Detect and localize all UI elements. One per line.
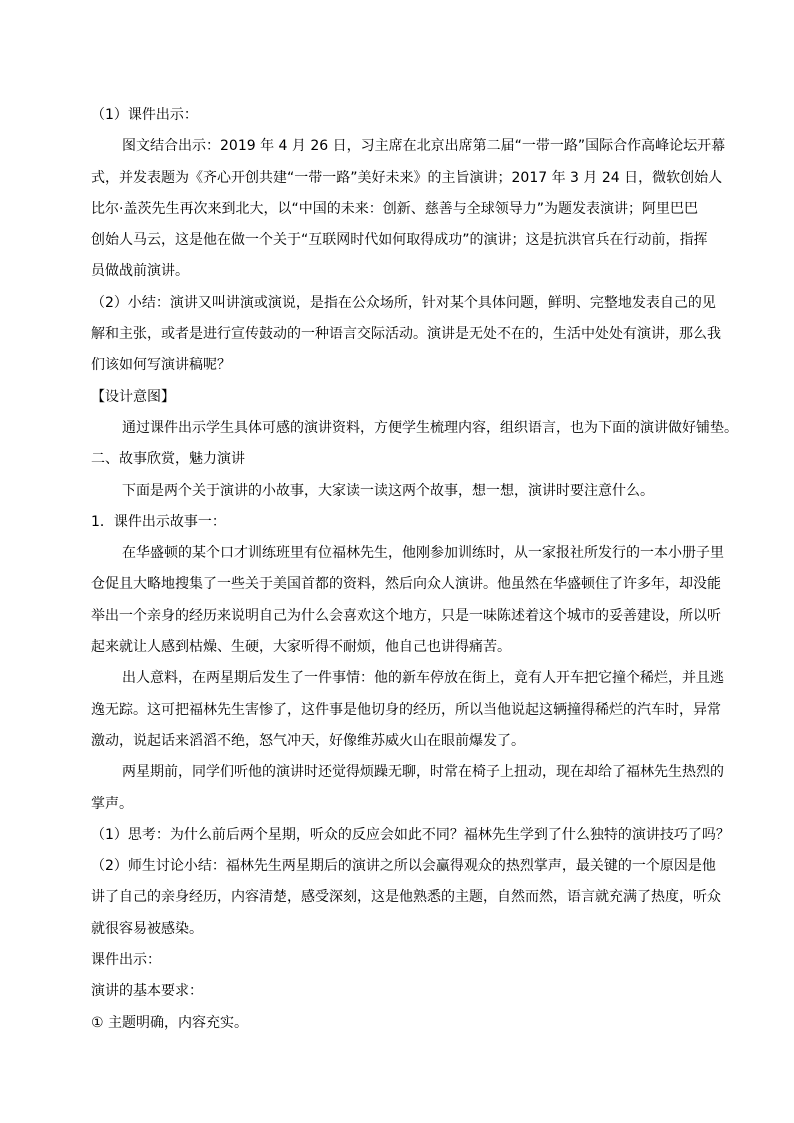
text-line: 通过课件出示学生具体可感的演讲资料，方便学生梳理内容，组织语言，也为下面的演讲做好铺垫。 <box>122 419 738 436</box>
text-line: 讲了自己的亲身经历，内容清楚，感受深刻，这是他熟悉的主题，自然而然，语言就充满了热度，听众 <box>91 889 721 906</box>
text-line: 式，并发表题为《齐心开创共建“一带一路”美好未来》的主旨演讲；2017 年 3 月 24 日，微软创始人 <box>91 169 723 186</box>
text-line: 出人意料，在两星期后发生了一件事情：他的新车停放在街上，竟有人开车把它撞个稀烂，并且逃 <box>122 670 724 687</box>
text-line: 两星期前，同学们听他的演讲时还觉得烦躁无聊，时常在椅子上扭动，现在却给了福林先生热烈的 <box>122 764 724 781</box>
text-line: （1）课件出示： <box>91 107 198 123</box>
text-line: 起来就让人感到枯燥、生硬，大家听得不耐烦，他自己也讲得痛苦。 <box>91 639 511 656</box>
text-line: 举出一个亲身的经历来说明自己为什么会喜欢这个地方，只是一味陈述着这个城市的妥善建设，所以听 <box>91 607 721 624</box>
text-line: （1）思考：为什么前后两个星期，听众的反应会如此不同？福林先生学到了什么独特的演讲技巧了吗？ <box>91 826 730 843</box>
text-line: （2）师生讨论小结：福林先生两星期后的演讲之所以会赢得观众的热烈掌声，最关键的一个原因是他 <box>91 858 716 875</box>
text-line: ① 主题明确，内容充实。 <box>91 1014 249 1031</box>
text-line: 掌声。 <box>91 795 133 812</box>
text-line: 们该如何写演讲稿呢？ <box>91 357 231 374</box>
text-line: 【设计意图】 <box>91 388 175 405</box>
text-line: 逸无踪。这可把福林先生害惨了，这件事是他切身的经历，所以当他说起这辆撞得稀烂的汽车时，异常 <box>91 701 721 718</box>
text-line: 就很容易被感染。 <box>91 920 203 937</box>
text-line: 比尔·盖茨先生再次来到北大，以“中国的未来：创新、慈善与全球领导力”为题发表演讲；阿里巴巴 <box>91 200 698 217</box>
text-line: 创始人马云，这是他在做一个关于“互联网时代如何取得成功”的演讲；这是抗洪官兵在行动前，指挥 <box>91 232 708 249</box>
text-line: 激动，说起话来滔滔不绝，怒气冲天，好像维苏威火山在眼前爆发了。 <box>91 732 525 749</box>
text-line: （2）小结：演讲又叫讲演或演说，是指在公众场所，针对某个具体问题，鲜明、完整地发表自己的见 <box>91 294 716 311</box>
text-line: 在华盛顿的某个口才训练班里有位福林先生，他刚参加训练时，从一家报社所发行的一本小册子里 <box>122 545 724 562</box>
document-body <box>91 100 738 1039</box>
text-line: 课件出示： <box>91 952 161 969</box>
text-line: 图文结合出示：2019 年 4 月 26 日，习主席在北京出席第二届“一带一路”国际合作高峰论坛开幕 <box>122 138 726 155</box>
text-line: 演讲的基本要求： <box>91 983 203 1000</box>
text-line: 二、故事欣赏，魅力演讲 <box>91 451 245 468</box>
text-line: 下面是两个关于演讲的小故事，大家读一读这两个故事，想一想，演讲时要注意什么。 <box>122 482 654 499</box>
text-line: 解和主张，或者是进行宣传鼓动的一种语言交际活动。演讲是无处不在的，生活中处处有演讲，那么我 <box>91 326 721 343</box>
text-line: 1．课件出示故事一： <box>91 513 226 530</box>
text-line: 仓促且大略地搜集了一些关于美国首都的资料，然后向众人演讲。他虽然在华盛顿住了许多年，却没能 <box>91 576 721 593</box>
text-line: 员做战前演讲。 <box>91 263 189 280</box>
